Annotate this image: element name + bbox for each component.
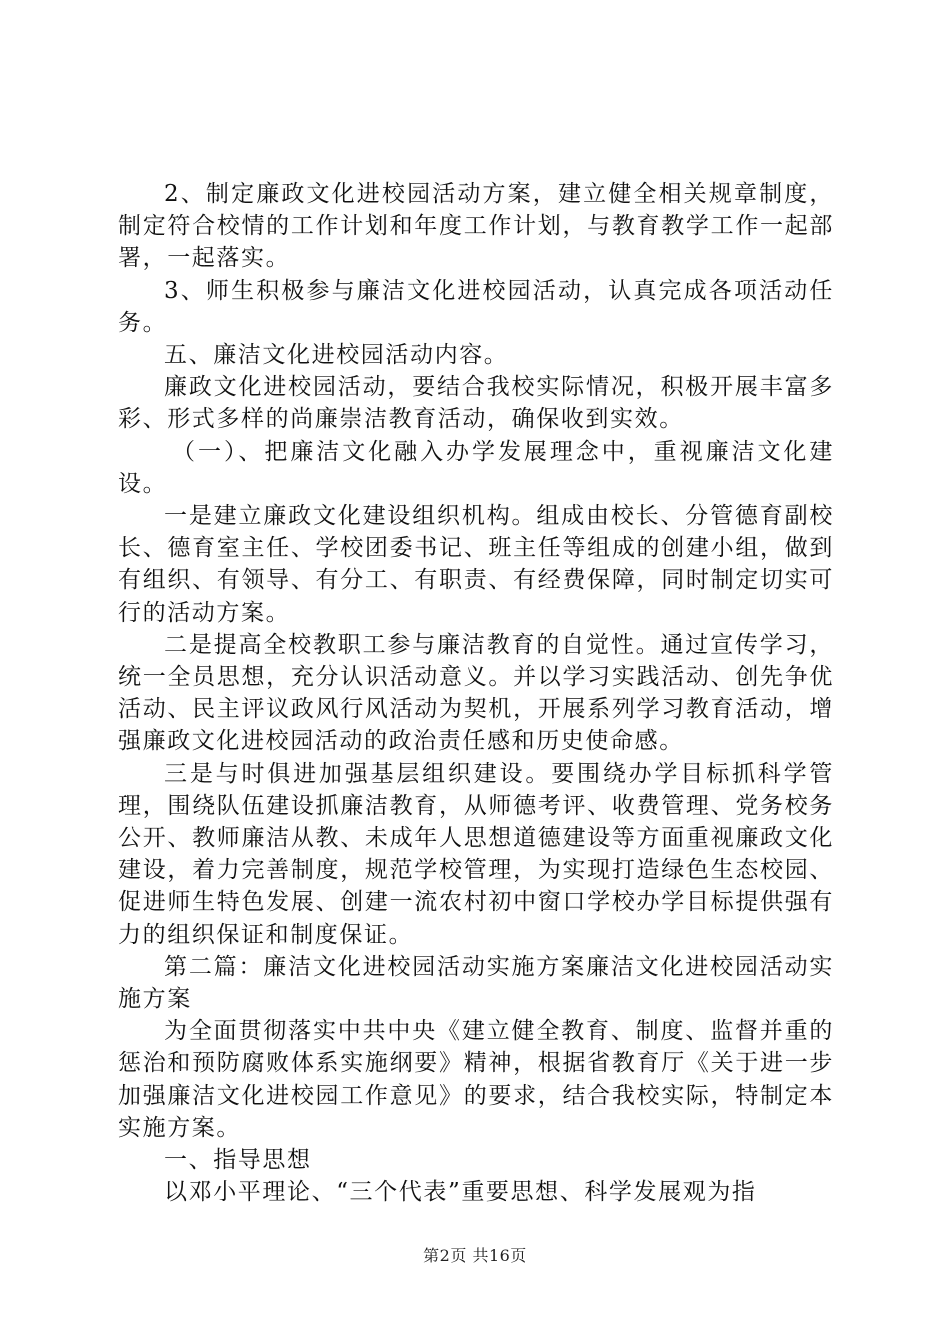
paragraph-purpose: 为全面贯彻落实中共中央《建立健全教育、制度、监督并重的惩治和预防腐败体系实施纲要》精神，根据省教育厅《关于进一步加强廉洁文化进校园工作意见》的要求，结合我校实际，特制定本实施方案。 [118,1018,834,1141]
section-heading-guiding-thought: 一、指导思想 [164,1147,312,1174]
subsection-heading-1: （一）、把廉洁文化融入办学发展理念中，重视廉洁文化建设。 [118,438,834,497]
paragraph-item-3: 3、师生积极参与廉洁文化进校园活动，认真完成各项活动任务。 [118,277,834,336]
paragraph-second-point: 二是提高全校教职工参与廉洁教育的自觉性。通过宣传学习，统一全员思想，充分认识活动意义。并以学习实践活动、创先争优活动、民主评议政风行风活动为契机，开展系列学习教育活动，增强廉政文化进校园活动的政治责任感和历史使命感。 [118,631,834,755]
paragraph-third-point: 三是与时俱进加强基层组织建设。要围绕办学目标抓科学管理，围绕队伍建设抓廉洁教育，从师德考评、收费管理、党务校务公开、教师廉洁从教、未成年人思想道德建设等方面重视廉政文化建设，着力完善制度，规范学校管理，为实现打造绿色生态校园、促进师生特色发展、创建一流农村初中窗口学校办学目标提供强有力的组织保证和制度保证。 [118,760,834,948]
paragraph-first-point: 一是建立廉政文化建设组织机构。组成由校长、分管德育副校长、德育室主任、学校团委书记、班主任等组成的创建小组，做到有组织、有领导、有分工、有职责、有经费保障，同时制定切实可行的活动方案。 [118,503,834,626]
paragraph-activity-intro: 廉政文化进校园活动，要结合我校实际情况，积极开展丰富多彩、形式多样的尚廉崇洁教育活动，确保收到实效。 [118,374,834,433]
paragraph-item-2: 2、制定廉政文化进校园活动方案，建立健全相关规章制度，制定符合校情的工作计划和年度工作计划，与教育教学工作一起部署，一起落实。 [118,181,834,272]
page-number-footer: 第2页 共16页 [423,1246,527,1265]
section-heading-5: 五、廉洁文化进校园活动内容。 [164,342,509,369]
paragraph-guiding-thought: 以邓小平理论、“三个代表”重要思想、科学发展观为指 [164,1179,757,1206]
chapter-heading-part-2: 第二篇：廉洁文化进校园活动实施方案廉洁文化进校园活动实施方案 [118,953,834,1013]
document-body [118,178,834,1209]
